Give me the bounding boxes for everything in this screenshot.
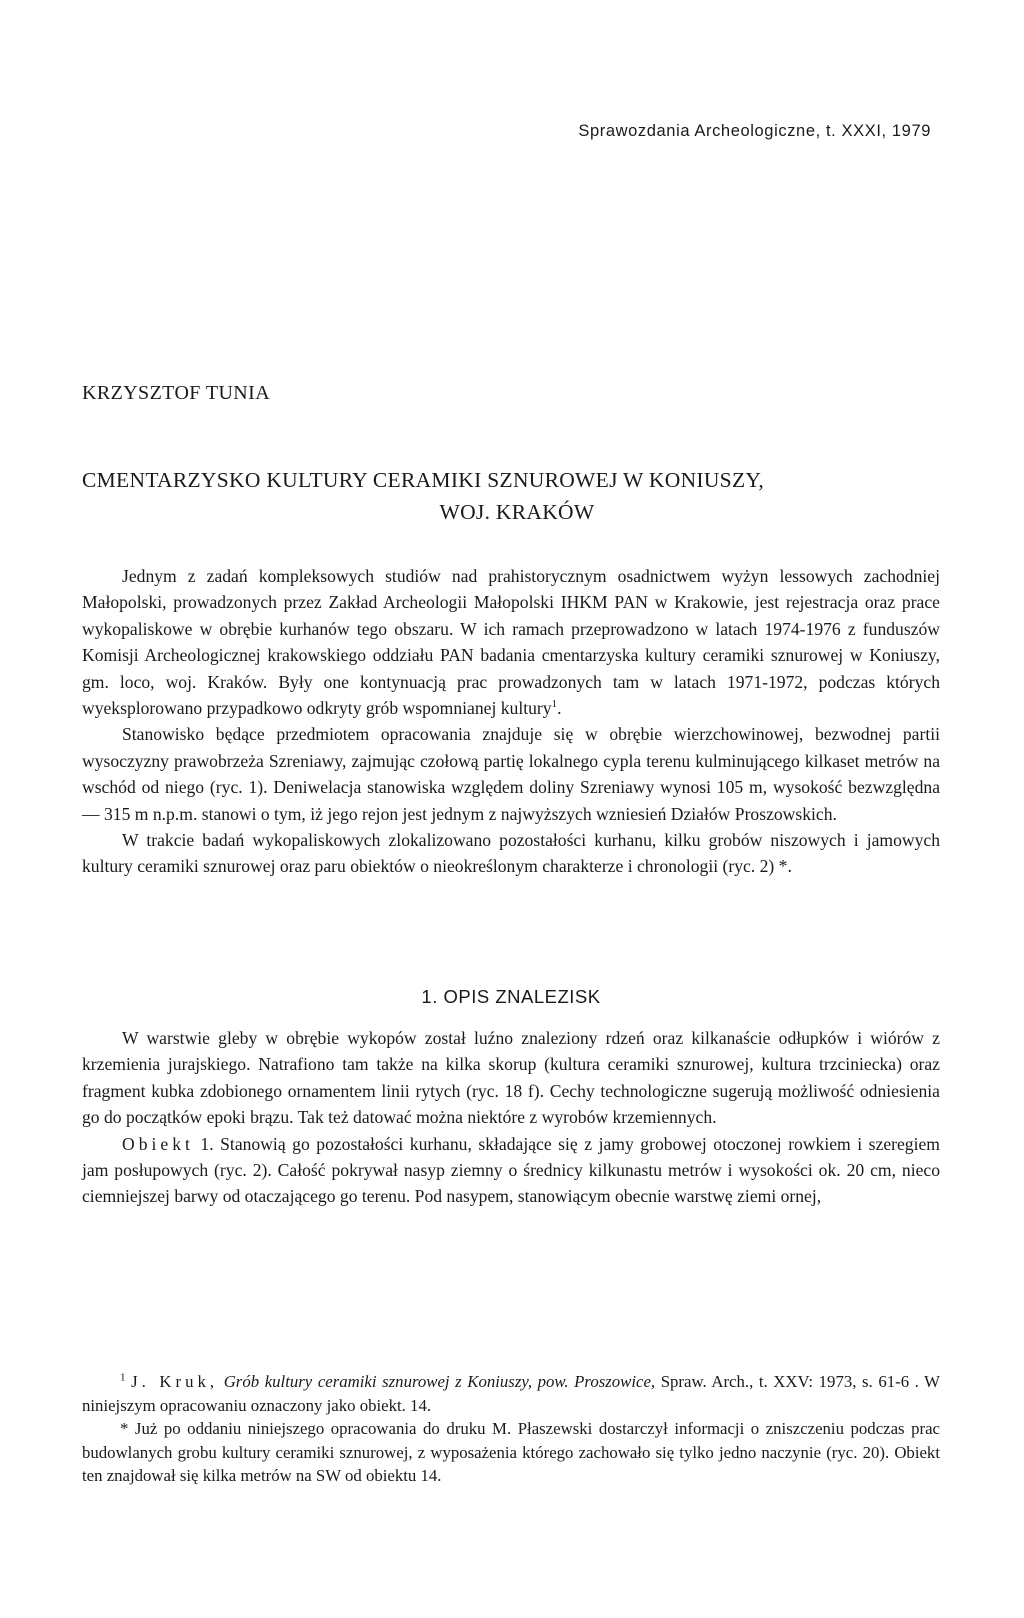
intro-section (82, 563, 940, 880)
intro-paragraph-3: W trakcie badań wykopaliskowych zlokalizowano pozostałości kurhanu, kilku grobów niszowych i jamowych kultury ceramiki sznurowej oraz paru obiektów o nieokreślonym charakterze i chronologii (ryc. 2) *. (82, 830, 940, 877)
section-heading: 1. OPIS ZNALEZISK (421, 986, 601, 1007)
findings-paragraph-2 (82, 1131, 940, 1210)
title-line-1: CMENTARZYSKO KULTURY CERAMIKI SZNUROWEJ W KONIUSZY, (82, 468, 765, 492)
footnote-1-rest: Spraw. Arch., t. XXV: 1973, s. 61-6 . W niniejszym opracowaniu oznaczony jako obiekt. 14. (82, 1372, 940, 1415)
intro-paragraph-1-text: Jednym z zadań kompleksowych studiów nad prahistorycznym osadnictwem wyżyn lessowych zachodniej Małopolski, prowadzonych przez Zakład Archeologii Małopolski IHKM PAN w Krakowie, jest rejestracja oraz prace wykopaliskowe w obrębie kurhanów tego obszaru. W ich ramach przeprowadzono w latach 1974-1976 z funduszów Komisji Archeologicznej krakowskiego oddziału PAN badania cmentarzyska kultury ceramiki sznurowej w Koniuszy, gm. loco, woj. Kraków. Były one kontynuacją prac prowadzonych tam w latach 1971-1972, podczas których wyeksplorowano przypadkowo odkryty grób wspomnianej kultury (82, 566, 940, 719)
footnote-2: * Już po oddaniu niniejszego opracowania do druku M. Płaszewski dostarczył informacji o zniszczeniu podczas prac budowlanych grobu kultury ceramiki sznurowej, z wyposażenia którego zachowało się tylko jedno naczynie (ryc. 20). Obiekt ten znajdował się kilka metrów na SW od obiektu 14. (82, 1419, 940, 1485)
footnotes (82, 1370, 940, 1488)
findings-paragraph-2-text: 1. Stanowią go pozostałości kurhanu, składające się z jamy grobowej otoczonej rowkiem i szeregiem jam posłupowych (ryc. 2). Całość pokrywał nasyp ziemny o średnicy kilkunastu metrów i wysokości ok. 20 cm, nieco ciemniejszej barwy od otaczającego go terenu. Pod nasypem, stanowiącym obecnie warstwę ziemi ornej, (82, 1133, 940, 1207)
intro-paragraph-1 (82, 563, 940, 721)
footnote-1-mark: 1 (120, 1371, 126, 1384)
running-head: Sprawozdania Archeologiczne, t. XXXI, 1979 (578, 122, 931, 140)
footnote-1-author: J. Kruk, (131, 1372, 219, 1391)
title-line-2: WOJ. KRAKÓW (439, 500, 595, 524)
intro-paragraph-2: Stanowisko będące przedmiotem opracowania znajduje się w obrębie wierzchowinowej, bezwodnej partii wysoczyzny prawobrzeża Szreniawy, zajmując czołową partię lokalnego cypla terenu kulminującego kilkaset metrów na wschód od niego (ryc. 1). Deniwelacja stanowiska względem doliny Szreniawy wynosi 105 m, wysokość bezwzględna — 315 m n.p.m. stanowi o tym, iż jego rejon jest jednym z najwyższych wzniesień Działów Proszowskich. (82, 724, 940, 824)
findings-section (82, 1025, 940, 1210)
article-title (82, 464, 942, 528)
footnote-ref-1: 1 (551, 698, 558, 711)
object-label: Obiekt (122, 1133, 194, 1154)
intro-paragraph-1-end: . (557, 698, 562, 719)
author-name: KRZYSZTOF TUNIA (82, 382, 271, 404)
findings-paragraph-1: W warstwie gleby w obrębie wykopów został luźno znaleziony rdzeń oraz kilkanaście odłupków i wiórów z krzemienia jurajskiego. Natrafiono tam także na kilka skorup (kultura ceramiki sznurowej, kultura trzciniecka) oraz fragment kubka zdobionego ornamentem linii rytych (ryc. 18 f). Cechy technologiczne sugerują możliwość odniesienia go do początków epoki brązu. Tak też datować można niektóre z wyrobów krzemiennych. (82, 1028, 940, 1128)
footnote-1 (82, 1370, 940, 1417)
footnote-1-title: Grób kultury ceramiki sznurowej z Koniuszy, pow. Proszowice, (223, 1372, 656, 1391)
